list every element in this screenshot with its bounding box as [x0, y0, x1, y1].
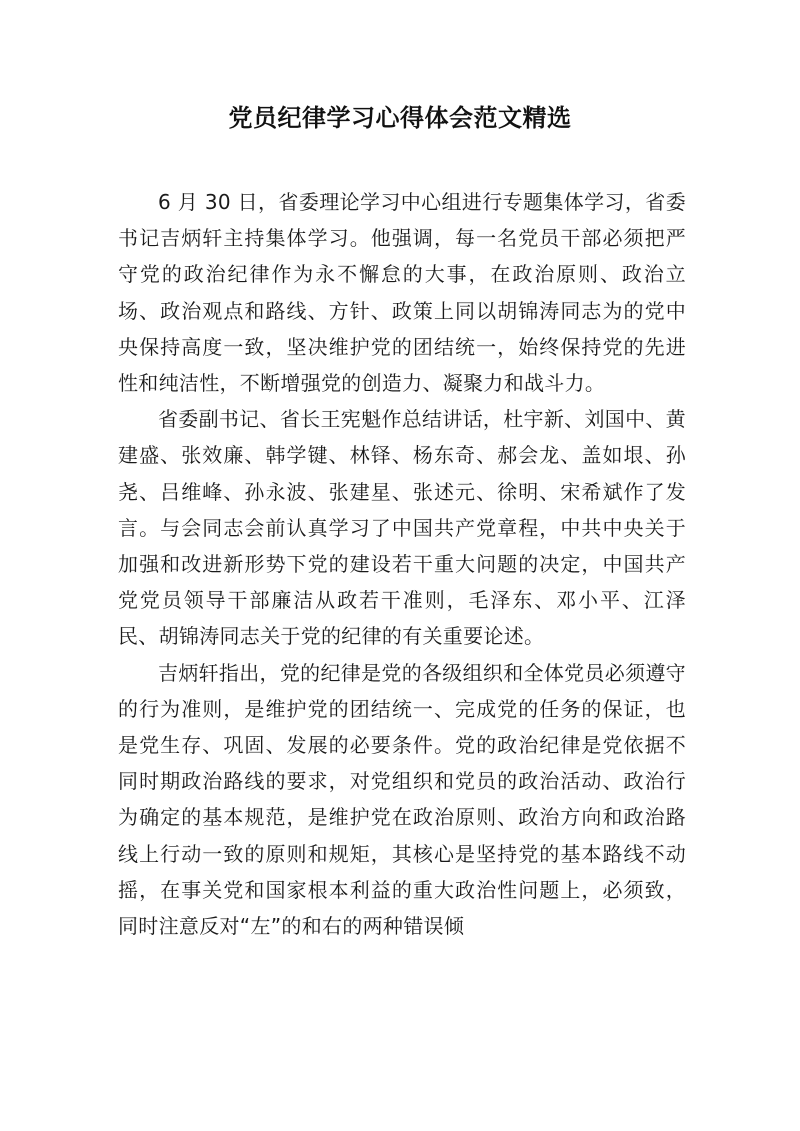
document-title: 党员纪律学习心得体会范文精选: [228, 104, 572, 132]
document-body: [118, 184, 686, 944]
paragraph-2: 省委副书记、省长王宪魁作总结讲话，杜宇新、刘国中、黄建盛、张效廉、韩学键、林铎、杨东奇、郝会龙、盖如垠、孙尧、吕维峰、孙永波、张建星、张述元、徐明、宋希斌作了发言。与会同志会前认真学习了中国共产党章程，中共中央关于加强和改进新形势下党的建设若干重大问题的决定，中国共产党党员领导干部廉洁从政若干准则，毛泽东、邓小平、江泽民、胡锦涛同志关于党的纪律的有关重要论述。: [118, 407, 686, 649]
paragraph-3: 吉炳轩指出，党的纪律是党的各级组织和全体党员必须遵守的行为准则，是维护党的团结统一、完成党的任务的保证，也是党生存、巩固、发展的必要条件。党的政治纪律是党依据不同时期政治路线的要求，对党组织和党员的政治活动、政治行为确定的基本规范，是维护党在政治原则、政治方向和政治路线上行动一致的原则和规矩，其核心是坚持党的基本路线不动摇，在事关党和国家根本利益的重大政治性问题上，必须致，同时注意反对“左”的和右的两种错误倾: [118, 660, 686, 939]
paragraph-1: 6 月 30 日，省委理论学习中心组进行专题集体学习，省委书记吉炳轩主持集体学习。他强调，每一名党员干部必须把严守党的政治纪律作为永不懈怠的大事，在政治原则、政治立场、政治观点和路线、方针、政策上同以胡锦涛同志为的党中央保持高度一致，坚决维护党的团结统一，始终保持党的先进性和纯洁性，不断增强党的创造力、凝聚力和战斗力。: [118, 190, 686, 396]
